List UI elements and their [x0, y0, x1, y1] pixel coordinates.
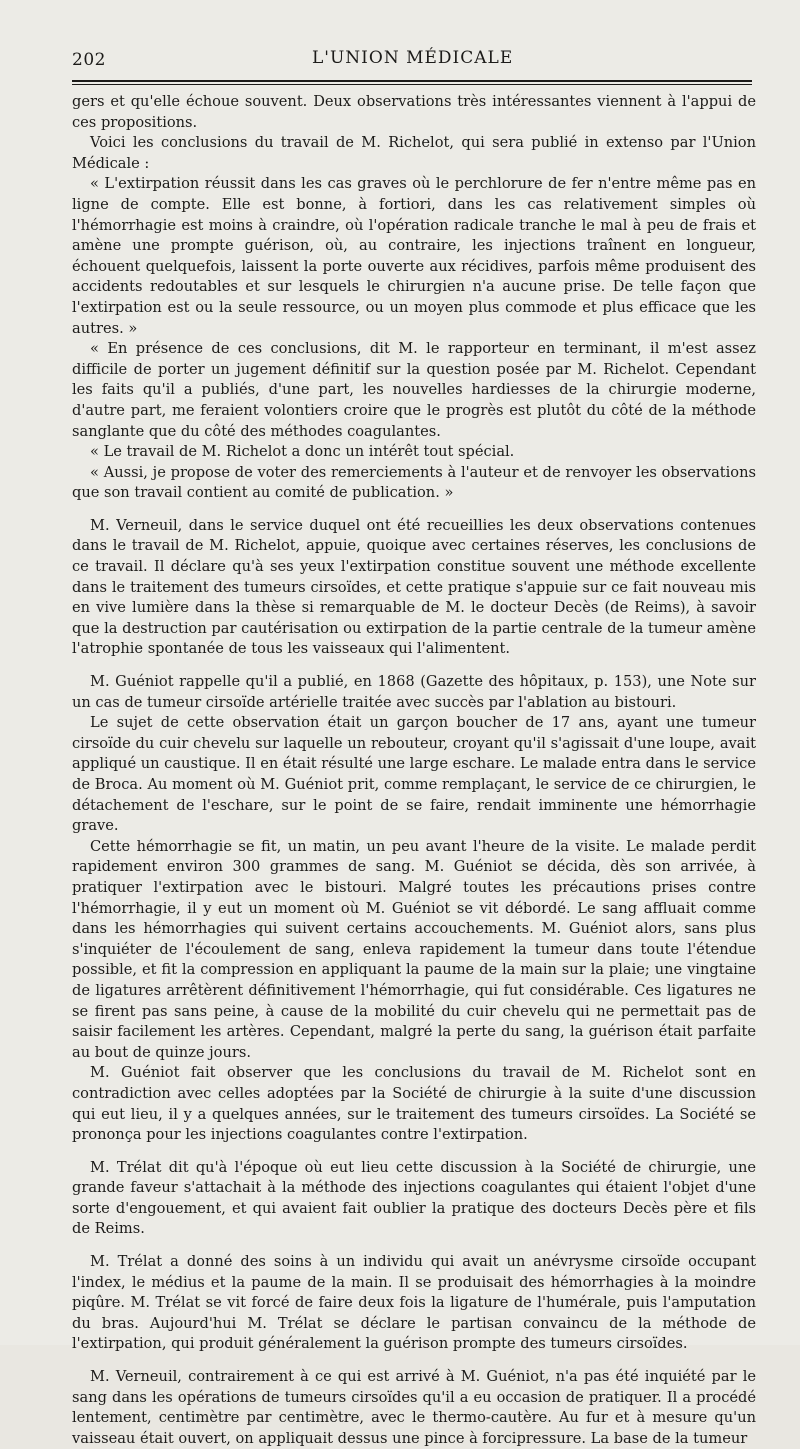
paragraph: gers et qu'elle échoue souvent. Deux observations très intéressantes viennent à l'appui de ces propositions. [72, 93, 756, 131]
paragraph: « Le travail de M. Richelot a donc un intérêt tout spécial. [90, 443, 515, 461]
paragraph: M. Trélat dit qu'à l'époque où eut lieu cette discussion à la Société de chirurgie, une grande faveur s'attachait à la méthode des injections coagulantes qui étaient l'objet d'une sorte d'engouement, et qui avaient fait oublier la pratique des docteurs Decès père et fils de Reims. [72, 1158, 756, 1238]
running-title: L'UNION MÉDICALE [312, 48, 514, 68]
page-header [72, 44, 752, 80]
paragraph: M. Verneuil, dans le service duquel ont été recueillies les deux observations contenues dans le travail de M. Richelot, appuie, quoique avec certaines réserves, les conclusions de ce travail. Il déclare qu'à ses yeux l'extirpation constitue souvent une méthode excellente dans le traitement des tumeurs cirsoïdes, et cette pratique s'appuie sur ce fait nouveau mis en vive lumière dans la thèse si remarquable de M. le docteur Decès (de Reims), à savoir que la destruction par cautérisation ou extirpation de la partie centrale de la tumeur amène l'atrophie spontanée de tous les vaisseaux qui l'alimentent. [72, 516, 756, 658]
header-rule-thin [72, 84, 752, 85]
paragraph: « L'extirpation réussit dans les cas graves où le perchlorure de fer n'entre même pas en ligne de compte. Elle est bonne, à fortiori, dans les cas relativement simples où l'hémorrhagie est moins à craindre, où l'opération radicale tranche le mal à peu de frais et amène une prompte guérison, où, au contraire, les injections traînent en longueur, échouent quelquefois, laissent la porte ouverte aux récidives, parfois même produisent des accidents redoutables et sur lesquels le chirurgien n'a aucune prise. De telle façon que l'extirpation est ou la seule ressource, ou un moyen plus commode et plus efficace que les autres. » [72, 175, 756, 337]
paragraph: « En présence de ces conclusions, dit M. le rapporteur en terminant, il m'est assez difficile de porter un jugement définitif sur la question posée par M. Richelot. Cependant les faits qu'il a publiés, d'une part, les nouvelles hardiesses de la chirurgie moderne, d'autre part, me feraient volontiers croire que le progrès est plutôt du côté de la méthode sanglante que du côté des méthodes coagulantes. [72, 340, 756, 440]
paragraph: Le sujet de cette observation était un garçon boucher de 17 ans, ayant une tumeur cirsoïde du cuir chevelu sur laquelle un rebouteur, croyant qu'il s'agissait d'une loupe, avait appliqué un caustique. Il en était résulté une large eschare. Le malade entra dans le service de Broca. Au moment où M. Guéniot prit, comme remplaçant, le service de ce chirurgien, le détachement de l'eschare, sur le point de se faire, rendait imminente une hémorrhagie grave. [72, 714, 756, 835]
header-rule [72, 80, 752, 82]
article-body [72, 92, 756, 1449]
paragraph: M. Trélat a donné des soins à un individu qui avait un anévrysme cirsoïde occupant l'index, le médius et la paume de la main. Il se produisait des hémorrhagies à la moindre piqûre. M. Trélat se vit forcé de faire deux fois la ligature de l'humérale, puis l'amputation du bras. Aujourd'hui M. Trélat se déclare le partisan convaincu de la méthode de l'extirpation, qui produit généralement la guérison prompte des tumeurs cirsoïdes. [72, 1253, 756, 1353]
paragraph: Cette hémorrhagie se fit, un matin, un peu avant l'heure de la visite. Le malade perdit rapidement environ 300 grammes de sang. M. Guéniot se décida, dès son arrivée, à pratiquer l'extirpation avec le bistouri. Malgré toutes les précautions prises contre l'hémorrhagie, il y eut un moment où M. Guéniot se vit débordé. Le sang affluait comme dans les hémorrhagies qui suivent certains accouchements. M. Guéniot alors, sans plus s'inquiéter de l'écoulement de sang, enleva rapidement la tumeur dans toute l'étendue possible, et fit la compression en appliquant la paume de la main sur la plaie; une vingtaine de ligatures arrêtèrent définitivement l'hémorrhagie, qui fut considérable. Ces ligatures ne se firent pas sans peine, à cause de la mobilité du cuir chevelu qui ne permettait pas de saisir facilement les artères. Cependant, malgré la perte du sang, la guérison était parfaite au bout de quinze jours. [72, 837, 756, 1061]
paragraph: M. Verneuil, contrairement à ce qui est arrivé à M. Guéniot, n'a pas été inquiété par le sang dans les opérations de tumeurs cirsoïdes qu'il a eu occasion de pratiquer. Il a procédé lentement, centimètre par centimètre, avec le thermo-cautère. Au fur et à mesure qu'un vaisseau était ouvert, on appliquait dessus une pince à forcipressure. La base de la tumeur [72, 1368, 756, 1447]
paragraph: M. Guéniot rappelle qu'il a publié, en 1868 (Gazette des hôpitaux, p. 153), une Note sur un cas de tumeur cirsoïde artérielle traitée avec succès par l'ablation au bistouri. [72, 673, 756, 711]
paragraph: « Aussi, je propose de voter des remerciements à l'auteur et de renvoyer les observations que son travail contient au comité de publication. » [72, 463, 756, 502]
paragraph: M. Guéniot fait observer que les conclusions du travail de M. Richelot sont en contradiction avec celles adoptées par la Société de chirurgie à la suite d'une discussion qui eut lieu, il y a quelques années, sur le traitement des tumeurs cirsoïdes. La Société se prononça pour les injections coagulantes contre l'extirpation. [72, 1064, 756, 1144]
page-number: 202 [72, 50, 106, 70]
paragraph: Voici les conclusions du travail de M. Richelot, qui sera publié in extenso par l'Union Médicale : [72, 134, 756, 172]
